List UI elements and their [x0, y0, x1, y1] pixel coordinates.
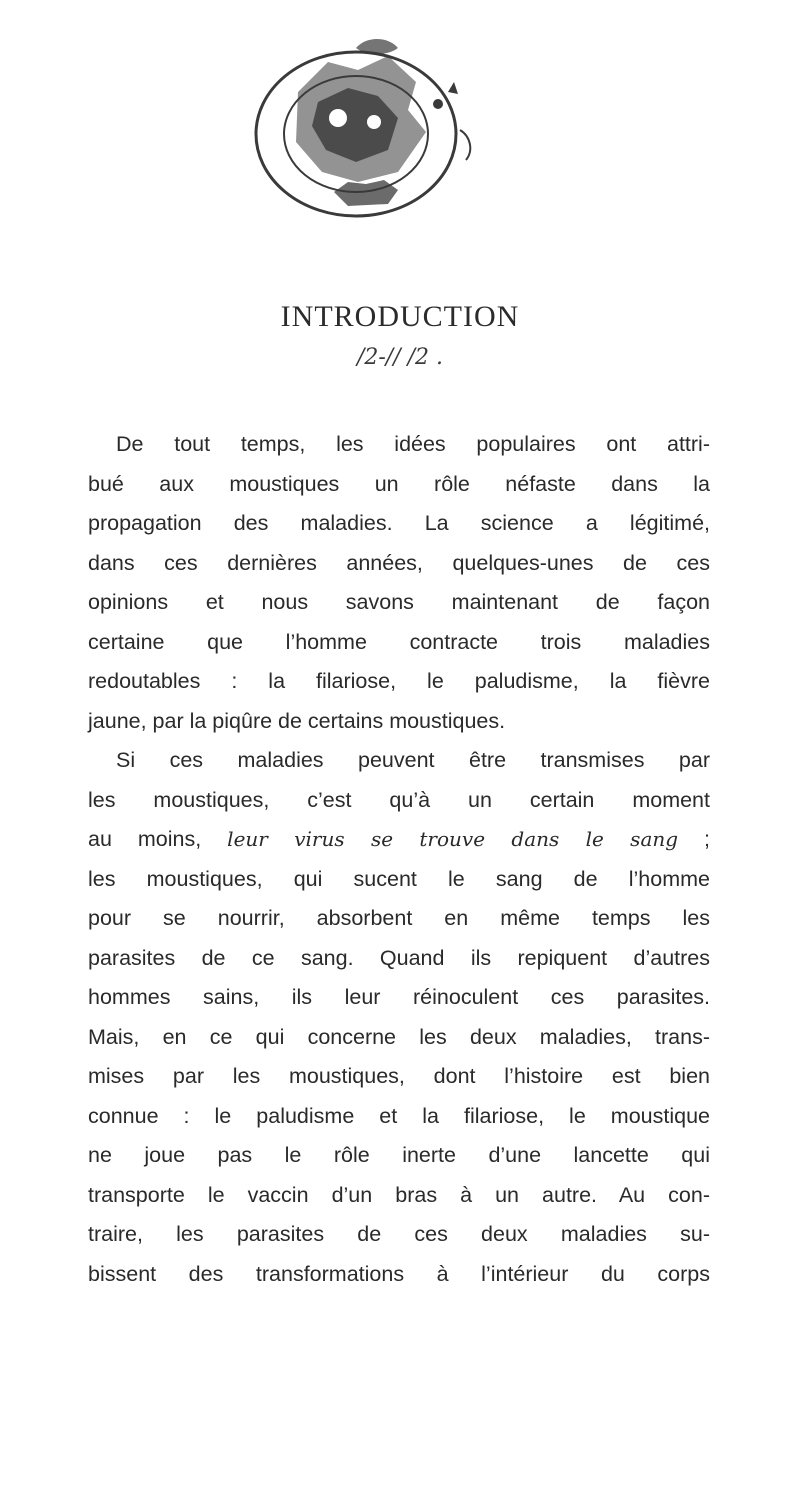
text-line: les moustiques, qui sucent le sang de l’homme [88, 866, 710, 891]
text-line: hommes sains, ils leur réinoculent ces parasites. [88, 985, 710, 1009]
body-text [88, 425, 710, 1294]
text-line: mises par les moustiques, dont l’histoire est bien [88, 1064, 710, 1088]
library-stamp-icon [238, 22, 493, 222]
text-line: Mais, en ce qui concerne les deux maladies, trans- [88, 1024, 710, 1049]
text-line: les moustiques, c’est qu’à un certain moment [88, 787, 710, 812]
page-title: INTRODUCTION [280, 300, 520, 333]
text-line: certaine que l’homme contracte trois maladies [88, 629, 710, 654]
text-line: transporte le vaccin d’un bras à un autre. Au con- [88, 1182, 710, 1207]
text-line: bué aux moustiques un rôle néfaste dans la [88, 471, 710, 496]
text-segment: ; [678, 827, 710, 851]
text-line: bissent des transformations à l’intérieur du corps [88, 1261, 710, 1286]
text-line: traire, les parasites de ces deux maladies su- [88, 1222, 710, 1246]
text-line: propagation des maladies. La science a légitimé, [88, 511, 710, 535]
text-line: De tout temps, les idées populaires ont attri- [116, 432, 710, 456]
text-line: ne joue pas le rôle inerte d’une lancette qui [88, 1143, 710, 1167]
handwritten-shelfmark: /2-// /2 . [356, 345, 444, 370]
text-line: jaune, par la piqûre de certains moustiques. [88, 708, 506, 733]
text-line: redoutables : la filariose, le paludisme, la fièvre [88, 669, 710, 693]
italic-phrase: leur virus se trouve dans le sang [227, 827, 679, 851]
text-line: parasites de ce sang. Quand ils repiquent d’autres [88, 945, 710, 970]
text-segment: au moins, [88, 827, 228, 851]
text-line: opinions et nous savons maintenant de façon [88, 590, 710, 614]
text-line: Si ces maladies peuvent être transmises par [116, 748, 710, 772]
text-line: connue : le paludisme et la filariose, le moustique [88, 1103, 710, 1128]
text-line: pour se nourrir, absorbent en même temps les [88, 906, 710, 930]
text-line: dans ces dernières années, quelques-unes de ces [88, 550, 710, 575]
text-line-with-italic [88, 820, 710, 860]
